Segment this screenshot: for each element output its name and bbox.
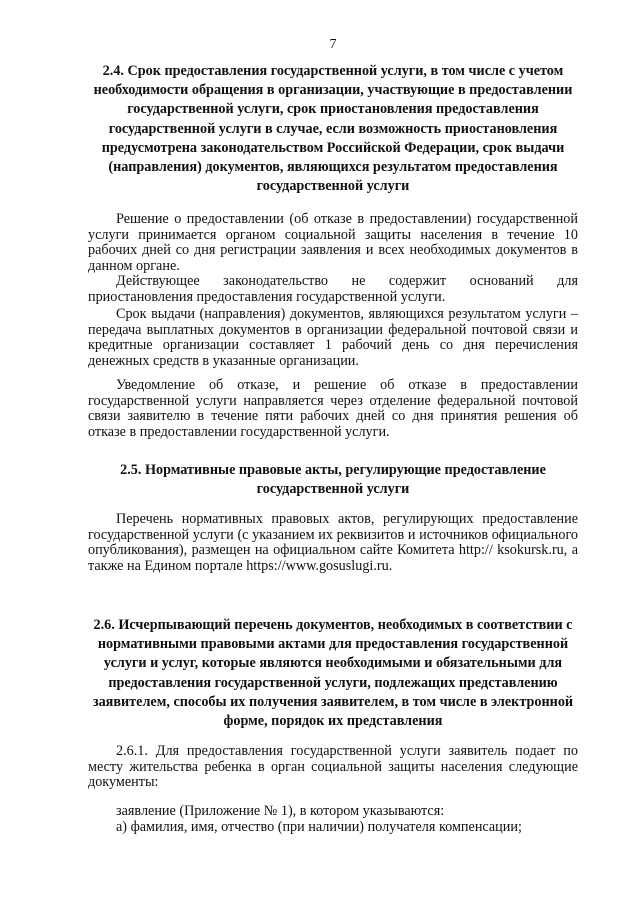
section-2-4-paragraph-2: Действующее законодательство не содержит оснований для приостановления предоставления государственной услуги. xyxy=(88,273,578,305)
section-2-5-paragraph-block xyxy=(88,512,578,574)
section-2-4-paragraph-4: Уведомление об отказе, и решение об отказе в предоставлении государственной услуги направляется через отделение федеральной почтовой связи заявителю в течение пяти рабочих дней со дня принятия решения об отказе в предоставлении государственной услуги. xyxy=(88,377,578,440)
section-2-5-heading: 2.5. Нормативные правовые акты, регулирующие предоставление государственной услуги xyxy=(120,462,546,498)
section-2-6-line-1-block xyxy=(88,804,578,820)
section-2-6-paragraph-1: 2.6.1. Для предоставления государственной услуги заявитель подает по месту жительства ребенка в орган социальной защиты населения следующие документы: xyxy=(88,743,578,790)
section-2-4-paragraph-1-block xyxy=(88,212,578,274)
section-2-4-heading: 2.4. Срок предоставления государственной услуги, в том числе с учетом необходимости обращения в организации, участвующие в предоставлении государственной услуги, срок приостановления предоставления государственной услуги в случае, если возможность приостановления предусмотрена законодательством Российской Федерации, срок выдачи (направления) документов, являющихся результатом предоставления государственной услуги xyxy=(93,63,573,195)
section-2-4-paragraph-1: Решение о предоставлении (об отказе в предоставлении) государственной услуги принимается органом социальной защиты населения в течение 10 рабочих дней со дня регистрации заявления и всех необходимых документов в данном органе. xyxy=(88,211,578,274)
section-2-4-paragraph-4-block xyxy=(88,378,578,440)
section-2-5-paragraph: Перечень нормативных правовых актов, регулирующих предоставление государственной услуги (с указанием их реквизитов и источников официального опубликования), размещен на официальном сайте Комитета http:// ksokursk.ru, а также на Едином портале https://www.gosuslugi.ru. xyxy=(88,511,578,574)
section-2-4-paragraph-3: Срок выдачи (направления) документов, являющихся результатом услуги – передача выплатных документов в организации федеральной почтовой связи и кредитные организации составляет 1 рабочий день со дня перечисления денежных средств в указанные организации. xyxy=(88,306,578,369)
page-number: 7 xyxy=(329,37,337,52)
section-2-6-paragraph-1-block xyxy=(88,744,578,791)
section-2-4-paragraph-2-block xyxy=(88,274,578,305)
section-2-4-paragraph-3-block xyxy=(88,307,578,369)
section-2-6-line-2: а) фамилия, имя, отчество (при наличии) получателя компенсации; xyxy=(116,819,522,835)
section-2-6-heading: 2.6. Исчерпывающий перечень документов, необходимых в соответствии с нормативными правовыми актами для предоставления государственной услуги и услуг, которые являются необходимыми и обязательными для предоставления государственной услуги, подлежащих представлению заявителем, способы их получения заявителем, в том числе в электронной форме, порядок их представления xyxy=(92,617,574,730)
section-2-6-line-1: заявление (Приложение № 1), в котором указываются: xyxy=(116,803,445,819)
section-2-6-line-2-block xyxy=(88,820,578,836)
